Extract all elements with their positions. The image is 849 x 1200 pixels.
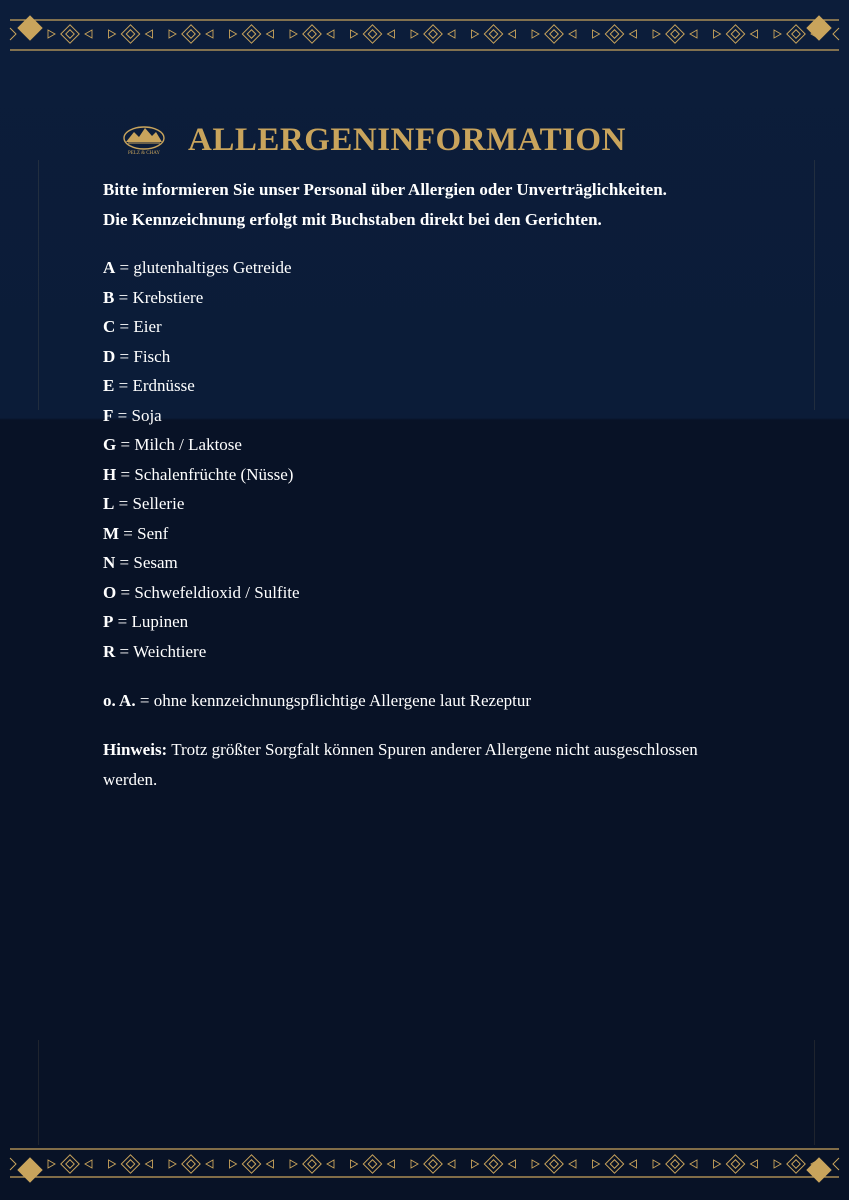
allergen-key: C (103, 317, 116, 336)
page-title: ALLERGENINFORMATION (188, 121, 626, 158)
ornament-motif-icon (290, 25, 334, 43)
ornamental-border-svg (0, 1140, 849, 1200)
logo-text: PELZ & CHAY (127, 151, 161, 156)
left-frame-line (38, 160, 39, 410)
allergen-item (103, 607, 783, 637)
allergen-key: N (103, 553, 116, 572)
right-frame-line-bottom (814, 1040, 815, 1145)
mountain-landscape-logo-icon (120, 122, 168, 158)
left-frame-line-bottom (38, 1040, 39, 1145)
allergen-label: Sellerie (132, 494, 185, 513)
ornament-motif-icon (714, 1155, 758, 1173)
ornament-motif-icon (169, 1155, 213, 1173)
allergen-key: G (103, 435, 117, 454)
no-allergens-key: o. A. (103, 691, 136, 710)
allergen-separator: = (114, 287, 133, 307)
allergen-item (103, 283, 783, 313)
ornament-motif-icon (48, 1155, 92, 1173)
allergen-item (103, 519, 783, 549)
allergen-label: Sesam (133, 553, 178, 572)
no-allergens-legend (103, 686, 783, 716)
allergen-key: A (103, 258, 116, 277)
allergen-label: Eier (133, 317, 162, 336)
ornament-motif-icon (593, 25, 637, 43)
ornament-motif-icon (532, 1155, 576, 1173)
corner-diamond-icon (17, 15, 42, 40)
allergen-item (103, 401, 783, 431)
allergen-label: Soja (131, 405, 162, 425)
allergen-key: P (103, 612, 114, 631)
allergen-key: M (103, 523, 120, 543)
corner-diamond-icon (806, 15, 831, 40)
allergen-label: Fisch (133, 346, 171, 366)
allergen-key: L (103, 494, 115, 513)
allergen-separator: = (115, 346, 134, 366)
allergen-label: Milch / Laktose (134, 435, 242, 454)
ornament-motif-icon (48, 25, 92, 43)
note-label: Hinweis: (103, 740, 168, 759)
ornament-motif-icon (109, 25, 153, 43)
allergen-separator: = (113, 405, 132, 425)
ornament-motif-icon (593, 1155, 637, 1173)
ornamental-border-svg (0, 0, 849, 60)
allergen-item (103, 430, 783, 460)
ornament-motif-icon (351, 25, 395, 43)
allergen-list (103, 253, 783, 666)
intro-line-2: Die Kennzeichnung erfolgt mit Buchstaben direkt bei den Gerichten. (103, 210, 602, 229)
allergen-separator: = (115, 553, 134, 572)
ornament-motif-icon (109, 1155, 153, 1173)
allergen-separator: = (114, 494, 133, 513)
allergen-item (103, 371, 783, 401)
ornament-motif-icon (351, 1155, 395, 1173)
allergen-separator: = (116, 582, 135, 602)
ornament-motif-icon (653, 25, 697, 43)
no-allergens-separator: = (135, 691, 154, 710)
allergen-separator: = (115, 317, 134, 336)
allergen-key: F (103, 405, 114, 425)
corner-diamond-icon (17, 1157, 42, 1182)
note-text: Trotz größter Sorgfalt können Spuren anderer Allergene nicht ausgeschlossen werden. (103, 740, 698, 789)
ornament-motif-icon (411, 1155, 455, 1173)
ornament-motif-icon (714, 25, 758, 43)
allergen-separator: = (119, 523, 138, 543)
allergen-label: Schalenfrüchte (Nüsse) (134, 464, 294, 484)
allergen-item (103, 342, 783, 372)
allergen-label: Senf (137, 523, 169, 543)
ornament-motif-icon (532, 25, 576, 43)
allergen-label: Schwefeldioxid / Sulfite (134, 582, 300, 602)
allergen-key: E (103, 376, 115, 395)
allergen-label: Krebstiere (132, 287, 204, 307)
allergen-key: B (103, 287, 115, 307)
allergen-label: glutenhaltiges Getreide (133, 258, 292, 277)
ornament-motif-icon (472, 25, 516, 43)
allergen-separator: = (114, 376, 133, 395)
ornament-motif-icon (411, 25, 455, 43)
ornament-motif-icon (290, 1155, 334, 1173)
allergen-key: H (103, 464, 117, 484)
ornament-motif-icon (653, 1155, 697, 1173)
allergen-label: Lupinen (131, 612, 189, 631)
allergen-key: O (103, 582, 117, 602)
allergen-separator: = (116, 464, 135, 484)
allergen-separator: = (115, 641, 134, 661)
ornament-motif-icon (230, 25, 274, 43)
no-allergens-label: ohne kennzeichnungspflichtige Allergene laut Rezeptur (153, 691, 532, 710)
intro-text (103, 175, 783, 235)
ornament-motif-icon (230, 1155, 274, 1173)
ornament-motif-icon (472, 1155, 516, 1173)
allergen-separator: = (113, 612, 132, 631)
corner-diamond-icon (806, 1157, 831, 1182)
allergen-item (103, 489, 783, 519)
allergen-key: D (103, 346, 116, 366)
allergen-item (103, 548, 783, 578)
allergen-item (103, 312, 783, 342)
allergen-label: Erdnüsse (132, 376, 195, 395)
allergen-item (103, 578, 783, 608)
allergen-item (103, 460, 783, 490)
right-frame-line (814, 160, 815, 410)
page-header (120, 110, 626, 170)
allergen-label: Weichtiere (133, 641, 207, 661)
top-ornamental-border (0, 0, 849, 60)
allergen-item (103, 253, 783, 283)
bottom-ornamental-border (0, 1140, 849, 1200)
allergen-separator: = (116, 435, 135, 454)
allergen-item (103, 637, 783, 667)
intro-line-1: Bitte informieren Sie unser Personal über Allergien oder Unverträglichkeiten. (103, 180, 667, 199)
disclaimer-note (103, 735, 743, 795)
ornament-motif-icon (169, 25, 213, 43)
allergen-key: R (103, 641, 116, 661)
allergen-separator: = (115, 258, 134, 277)
